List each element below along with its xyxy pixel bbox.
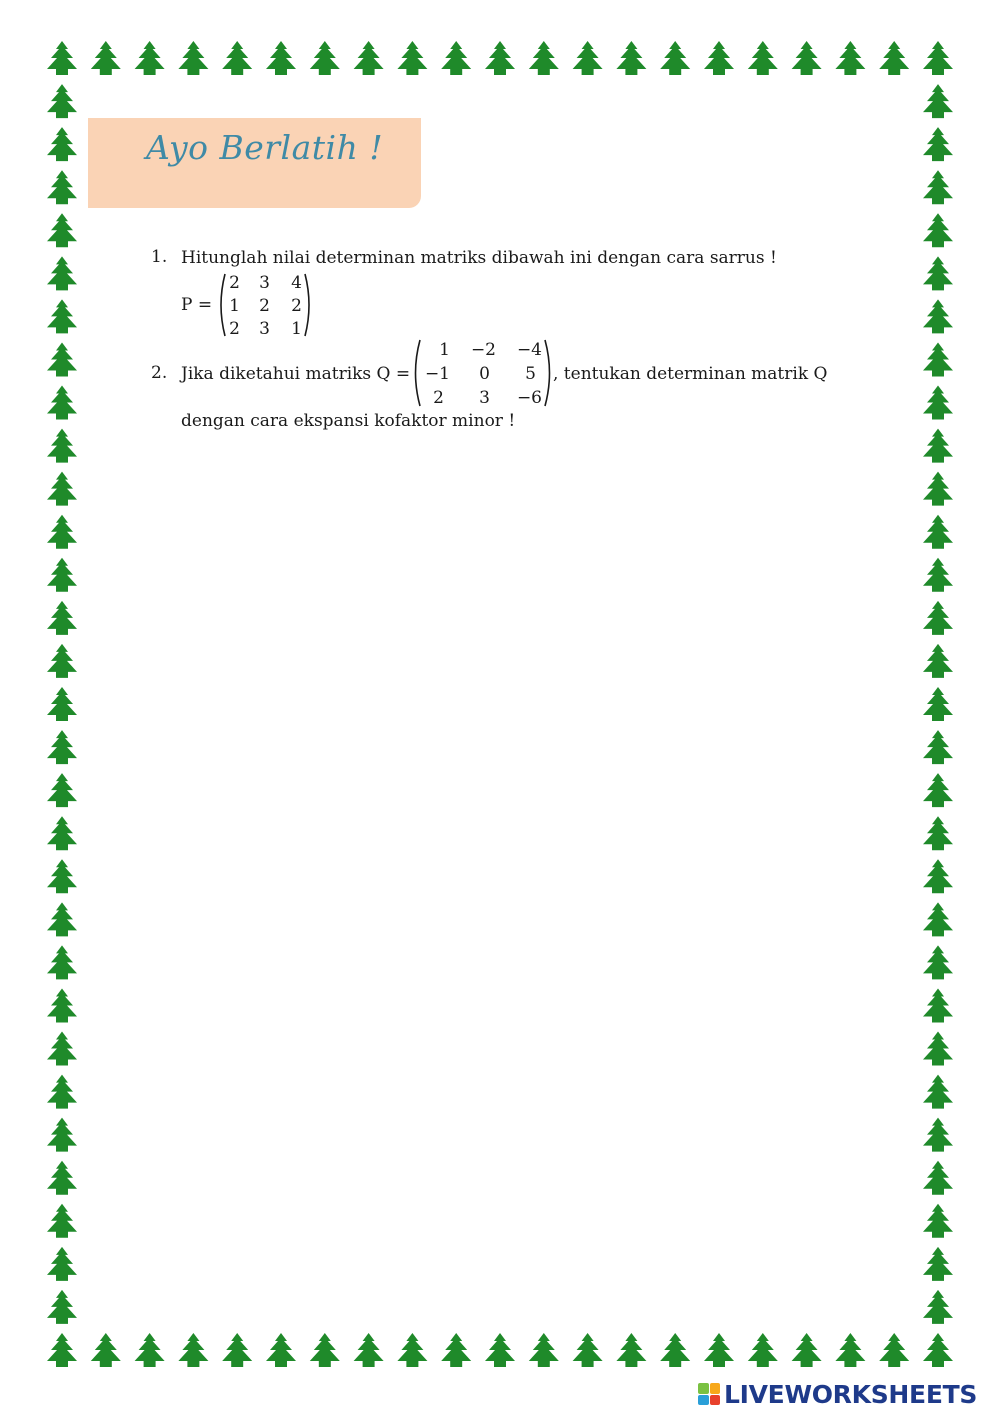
matrix-p-cell: 1 (291, 319, 302, 339)
tree-icon (923, 386, 953, 420)
tree-icon (266, 41, 296, 75)
tree-icon (923, 773, 953, 807)
tree-icon (47, 429, 77, 463)
tree-icon (441, 1333, 471, 1367)
tree-icon (923, 644, 953, 678)
tree-icon (135, 1333, 165, 1367)
tree-icon (923, 472, 953, 506)
tree-icon (47, 127, 77, 161)
matrix-p-cell: 2 (229, 273, 240, 293)
matrix-p-cell: 2 (259, 296, 270, 316)
tree-icon (616, 1333, 646, 1367)
matrix-q-cell: 0 (479, 364, 490, 384)
matrix-p (216, 272, 316, 338)
tree-icon (47, 1032, 77, 1066)
tree-icon (660, 41, 690, 75)
tree-icon (47, 386, 77, 420)
tree-icon (660, 1333, 690, 1367)
tree-icon (47, 730, 77, 764)
liveworksheets-brand: LIVEWORKSHEETS (724, 1379, 978, 1409)
tree-icon (529, 1333, 559, 1367)
header-banner (88, 118, 421, 208)
tree-icon (47, 558, 77, 592)
tree-icon (923, 515, 953, 549)
tree-icon (923, 816, 953, 850)
tree-icon (178, 41, 208, 75)
tree-icon (923, 170, 953, 204)
tree-icon (616, 41, 646, 75)
tree-icon (47, 472, 77, 506)
tree-icon (47, 1118, 77, 1152)
tree-icon (47, 1075, 77, 1109)
matrix-q-cell: 3 (479, 388, 490, 408)
tree-icon (47, 773, 77, 807)
tree-icon (47, 41, 77, 75)
tree-icon (923, 945, 953, 979)
matrix-q-cell: −2 (470, 340, 496, 360)
question-2-text-before: Jika diketahui matriks Q = (181, 364, 411, 384)
tree-icon (47, 1333, 77, 1367)
tree-icon (923, 1204, 953, 1238)
question-2-text-after: , tentukan determinan matrik Q (553, 364, 828, 384)
left-paren-icon (216, 272, 226, 338)
tree-icon (923, 41, 953, 75)
tree-icon (397, 41, 427, 75)
matrix-p-cell: 1 (229, 296, 240, 316)
tree-icon (923, 342, 953, 376)
tree-icon (923, 1161, 953, 1195)
tree-icon (354, 1333, 384, 1367)
tree-icon (47, 988, 77, 1022)
tree-icon (47, 601, 77, 635)
tree-icon (47, 1247, 77, 1281)
tree-icon (704, 1333, 734, 1367)
tree-icon (748, 1333, 778, 1367)
tree-icon (178, 1333, 208, 1367)
tree-icon (835, 41, 865, 75)
tree-icon (923, 730, 953, 764)
tree-icon (47, 1161, 77, 1195)
tree-icon (748, 41, 778, 75)
tree-icon (923, 1075, 953, 1109)
tree-icon (222, 1333, 252, 1367)
matrix-p-cell: 3 (259, 273, 270, 293)
tree-icon (47, 859, 77, 893)
tree-icon (879, 1333, 909, 1367)
tree-icon (310, 41, 340, 75)
tree-icon (923, 902, 953, 936)
tree-icon (47, 213, 77, 247)
tree-icon (923, 1118, 953, 1152)
tree-icon (923, 859, 953, 893)
tree-icon (923, 256, 953, 290)
tree-icon (47, 644, 77, 678)
tree-icon (835, 1333, 865, 1367)
tree-icon (47, 256, 77, 290)
tree-icon (310, 1333, 340, 1367)
tree-icon (91, 1333, 121, 1367)
tree-icon (923, 127, 953, 161)
tree-icon (47, 299, 77, 333)
liveworksheets-logo (698, 1380, 977, 1408)
tree-icon (923, 558, 953, 592)
tree-icon (47, 1290, 77, 1324)
tree-icon (266, 1333, 296, 1367)
tree-icon (704, 41, 734, 75)
tree-icon (792, 41, 822, 75)
tree-icon (573, 1333, 603, 1367)
question-1-text: Hitunglah nilai determinan matriks dibawah ini dengan cara sarrus ! (181, 248, 777, 268)
tree-icon (47, 342, 77, 376)
tree-icon (923, 84, 953, 118)
tree-icon (47, 84, 77, 118)
matrix-q-cell: 1 (439, 340, 450, 360)
question-1-number: 1. (151, 247, 168, 267)
matrix-p-cell: 2 (291, 296, 302, 316)
left-paren-icon (410, 338, 421, 408)
matrix-q-cell: −4 (516, 340, 542, 360)
tree-icon (923, 988, 953, 1022)
tree-icon (485, 41, 515, 75)
question-2-number: 2. (151, 363, 168, 383)
matrix-p-cell: 2 (229, 319, 240, 339)
matrix-q-cell: −6 (516, 388, 542, 408)
matrix-p-cell: 3 (259, 319, 270, 339)
tree-icon (923, 1247, 953, 1281)
matrix-q-cell: −1 (424, 364, 450, 384)
tree-icon (923, 601, 953, 635)
tree-icon (135, 41, 165, 75)
tree-icon (354, 41, 384, 75)
tree-icon (792, 1333, 822, 1367)
tree-icon (47, 687, 77, 721)
tree-icon (923, 1032, 953, 1066)
tree-icon (47, 945, 77, 979)
header-title: Ayo Berlatih ! (146, 128, 384, 167)
tree-icon (923, 429, 953, 463)
right-paren-icon (304, 272, 314, 338)
tree-icon (47, 170, 77, 204)
tree-icon (923, 299, 953, 333)
tree-icon (879, 41, 909, 75)
tree-icon (485, 1333, 515, 1367)
tree-icon (923, 687, 953, 721)
tree-icon (529, 41, 559, 75)
matrix-q (410, 338, 556, 408)
tree-icon (222, 41, 252, 75)
question-2-text-line2: dengan cara ekspansi kofaktor minor ! (181, 411, 516, 431)
matrix-p-cell: 4 (291, 273, 302, 293)
tree-icon (397, 1333, 427, 1367)
matrix-q-cell: 2 (433, 388, 444, 408)
tree-icon (441, 41, 471, 75)
tree-icon (47, 515, 77, 549)
liveworksheets-logo-icon (698, 1383, 720, 1405)
matrix-p-label: P = (181, 295, 213, 315)
matrix-q-cell: 5 (525, 364, 536, 384)
tree-icon (47, 1204, 77, 1238)
tree-icon (47, 816, 77, 850)
tree-icon (923, 1333, 953, 1367)
tree-icon (923, 213, 953, 247)
tree-icon (91, 41, 121, 75)
tree-icon (573, 41, 603, 75)
tree-icon (47, 902, 77, 936)
tree-icon (923, 1290, 953, 1324)
